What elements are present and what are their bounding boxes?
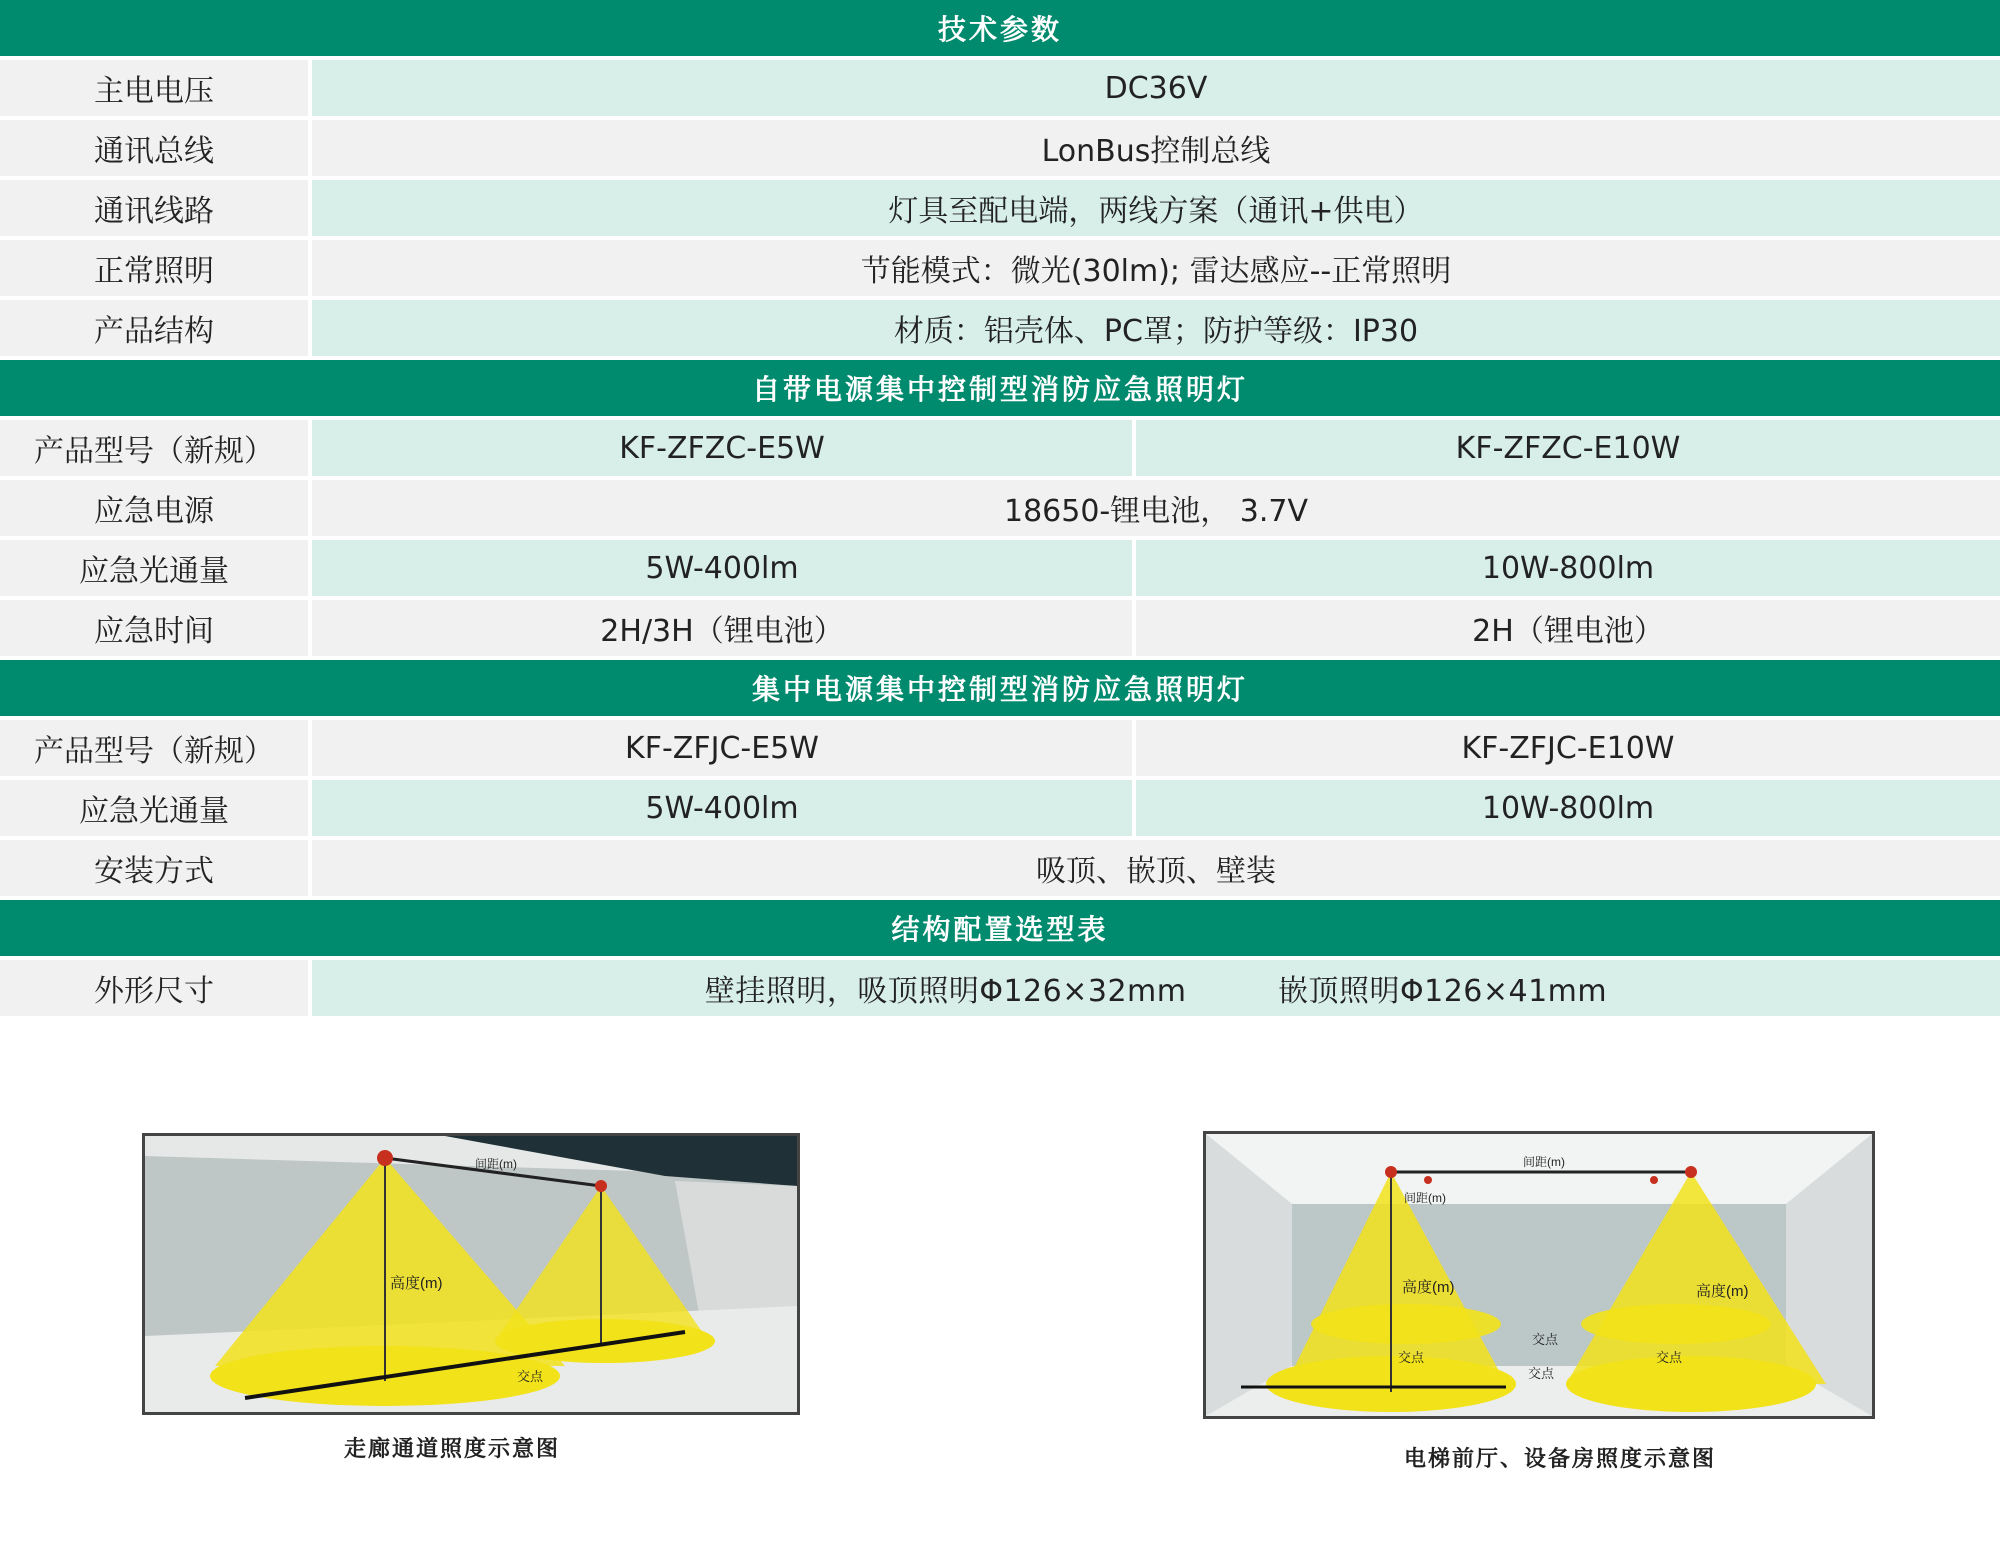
spacing-label: 间距(m) [475, 1157, 517, 1171]
table-row [0, 600, 2000, 656]
elevator-illumination-diagram [1203, 1131, 1875, 1419]
row-label: 应急光通量 [0, 780, 308, 836]
row-label: 通讯总线 [0, 120, 308, 176]
row-value: LonBus控制总线 [312, 120, 2000, 176]
row-value: 壁挂照明，吸顶照明Φ126×32mm 嵌顶照明Φ126×41mm [312, 960, 2000, 1016]
row-value-left: KF-ZFZC-E5W [312, 420, 1132, 476]
table-row [0, 420, 2000, 476]
row-label: 外形尺寸 [0, 960, 308, 1016]
table-row [0, 780, 2000, 836]
intersection-label: 交点 [1398, 1350, 1425, 1365]
intersection-label: 交点 [1656, 1350, 1683, 1365]
row-label: 产品型号（新规） [0, 420, 308, 476]
table-row [0, 540, 2000, 596]
row-label: 应急电源 [0, 480, 308, 536]
height-label-right: 高度(m) [1696, 1283, 1749, 1300]
row-label: 通讯线路 [0, 180, 308, 236]
table-row [0, 180, 2000, 236]
section-header-self-powered: 自带电源集中控制型消防应急照明灯 [0, 360, 2000, 416]
row-label: 产品型号（新规） [0, 720, 308, 776]
section-header-structure: 结构配置选型表 [0, 900, 2000, 956]
row-label: 主电电压 [0, 60, 308, 116]
table-row [0, 60, 2000, 116]
row-value-left: 5W-400lm [312, 780, 1132, 836]
row-value: 节能模式：微光(30lm); 雷达感应--正常照明 [312, 240, 2000, 296]
height-label: 高度(m) [390, 1275, 443, 1292]
row-value-right: KF-ZFJC-E10W [1136, 720, 2000, 776]
row-value-right: KF-ZFZC-E10W [1136, 420, 2000, 476]
table-row [0, 720, 2000, 776]
row-label: 产品结构 [0, 300, 308, 356]
corridor-illumination-diagram [142, 1133, 800, 1415]
corridor-caption: 走廊通道照度示意图 [344, 1437, 561, 1462]
spacing-label-top: 间距(m) [1523, 1155, 1565, 1169]
table-row [0, 240, 2000, 296]
row-value: 18650-锂电池， 3.7V [312, 480, 2000, 536]
height-label-left: 高度(m) [1402, 1279, 1455, 1296]
spacing-label-inner: 间距(m) [1404, 1191, 1446, 1205]
table-row [0, 960, 2000, 1016]
row-value-left: KF-ZFJC-E5W [312, 720, 1132, 776]
row-value: DC36V [312, 60, 2000, 116]
section-header-tech: 技术参数 [0, 0, 2000, 56]
row-label: 正常照明 [0, 240, 308, 296]
row-value-left: 2H/3H（锂电池） [312, 600, 1132, 656]
table-row [0, 840, 2000, 896]
row-label: 安装方式 [0, 840, 308, 896]
elevator-caption: 电梯前厅、设备房照度示意图 [1404, 1447, 1717, 1472]
row-label: 应急光通量 [0, 540, 308, 596]
row-label: 应急时间 [0, 600, 308, 656]
row-value: 灯具至配电端，两线方案（通讯+供电） [312, 180, 2000, 236]
row-value-right: 2H（锂电池） [1136, 600, 2000, 656]
table-row [0, 480, 2000, 536]
table-row [0, 120, 2000, 176]
table-row [0, 300, 2000, 356]
intersection-label: 交点 [1528, 1366, 1555, 1381]
row-value-right: 10W-800lm [1136, 780, 2000, 836]
intersection-label: 交点 [1532, 1332, 1559, 1347]
row-value-right: 10W-800lm [1136, 540, 2000, 596]
section-header-central: 集中电源集中控制型消防应急照明灯 [0, 660, 2000, 716]
intersection-label: 交点 [517, 1369, 544, 1384]
row-value-left: 5W-400lm [312, 540, 1132, 596]
row-value: 吸顶、嵌顶、壁装 [312, 840, 2000, 896]
row-value: 材质：铝壳体、PC罩；防护等级：IP30 [312, 300, 2000, 356]
